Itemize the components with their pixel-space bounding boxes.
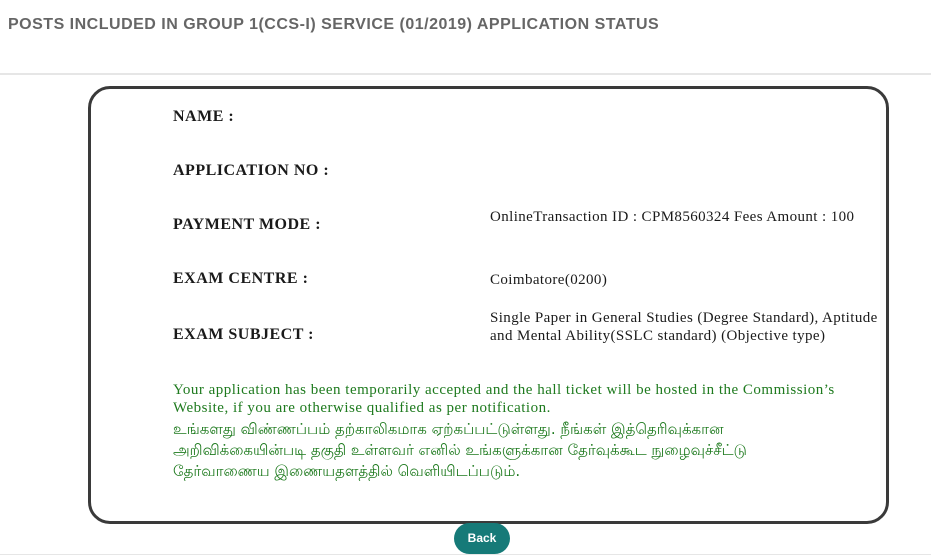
payment-mode-value: OnlineTransaction ID : CPM8560324 Fees Amount : 100 [490,209,855,225]
application-no-label: APPLICATION NO : [173,162,330,179]
exam-subject-value: Single Paper in General Studies (Degree Standard), Aptitude and Mental Ability(SSLC standard) (Objective type) [490,310,878,344]
notice-english: Your application has been temporarily accepted and the hall ticket will be hosted in the Commission’s Website, if you are otherwise qualified as per notification. [173,382,835,416]
name-label: NAME : [173,108,235,125]
application-details-card [88,86,889,524]
back-button[interactable]: Back [454,523,510,554]
exam-centre-label: EXAM CENTRE : [173,270,309,287]
notice-tamil: உங்களது விண்ணப்பம் தற்காலிகமாக ஏற்கப்பட்டுள்ளது. நீங்கள் இத்தெரிவுக்கான அறிவிக்கையின்படி தகுதி உள்ளவர் எனில் உங்களுக்கான தேர்வுக்கூட நுழைவுச்சீட்டு தேர்வாணைய இணையதளத்தில் வெளியிடப்படும். [173,420,747,480]
title-divider [0,73,931,75]
page-title: POSTS INCLUDED IN GROUP 1(CCS-I) SERVICE (01/2019) APPLICATION STATUS [8,16,660,33]
payment-mode-label: PAYMENT MODE : [173,216,322,233]
exam-subject-label: EXAM SUBJECT : [173,326,314,343]
exam-centre-value: Coimbatore(0200) [490,272,608,288]
bottom-divider [0,554,931,555]
